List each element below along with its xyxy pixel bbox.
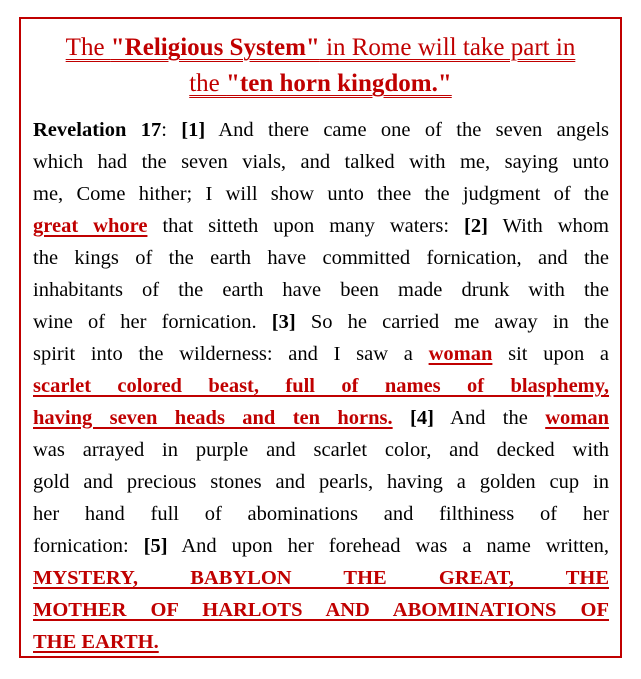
heading-emphasis-ten-horn-kingdom: "ten horn kingdom." — [226, 70, 452, 97]
highlight-seven-heads: having seven heads and ten horns. — [33, 407, 393, 429]
highlight-woman: woman — [545, 407, 609, 429]
verse-number: [1] — [181, 119, 206, 141]
passage-line: me, Come hither; I will show unto thee the judgment of the — [33, 183, 609, 205]
passage-line: Revelation 17: [1] And there came one of the seven angels — [33, 119, 610, 141]
passage-line: the kings of the earth have committed fornication, and the — [33, 247, 609, 269]
passage-line — [33, 562, 609, 594]
passage-line: gold and precious stones and pearls, having a golden cup in — [33, 471, 609, 493]
passage-line — [33, 594, 609, 626]
book-reference: Revelation 17 — [33, 119, 162, 141]
passage-line — [33, 370, 609, 402]
verse-number: [3] — [271, 311, 296, 333]
passage-line — [33, 626, 609, 658]
highlight-mother-of-harlots: MOTHER OF HARLOTS AND ABOMINATIONS OF — [33, 599, 609, 621]
highlight-woman: woman — [428, 343, 493, 365]
passage-line: great whore that sitteth upon many waters: [2] With whom — [33, 215, 609, 237]
highlight-mystery-babylon: MYSTERY, BABYLON THE GREAT, THE — [33, 567, 609, 589]
passage-line: which had the seven vials, and talked with me, saying unto — [33, 151, 609, 173]
passage-line: her hand full of abominations and filthiness of her — [33, 503, 609, 525]
passage-line: fornication: [5] And upon her forehead was a name written, — [33, 535, 609, 557]
heading-line-1: The "Religious System" in Rome will take part in — [65, 34, 576, 61]
highlight-scarlet-beast: scarlet colored beast, full of names of blasphemy, — [33, 375, 609, 397]
passage-line: wine of her fornication. [3] So he carried me away in the — [33, 311, 609, 333]
verse-number: [5] — [143, 535, 168, 557]
heading-line-2: the "ten horn kingdom." — [189, 70, 452, 97]
heading — [19, 30, 622, 102]
passage-line: was arrayed in purple and scarlet color, and decked with — [33, 439, 609, 461]
highlight-great-whore: great whore — [33, 215, 148, 237]
highlight-the-earth: THE EARTH. — [33, 631, 159, 653]
heading-emphasis-religious-system: "Religious System" — [110, 34, 320, 61]
passage-line: spirit into the wilderness: and I saw a woman sit upon a — [33, 343, 610, 365]
passage-line: having seven heads and ten horns. [4] And the woman — [33, 407, 609, 429]
scripture-passage — [33, 114, 609, 658]
passage-line: inhabitants of the earth have been made drunk with the — [33, 279, 609, 301]
verse-number: [2] — [464, 215, 488, 237]
verse-number: [4] — [410, 407, 434, 429]
